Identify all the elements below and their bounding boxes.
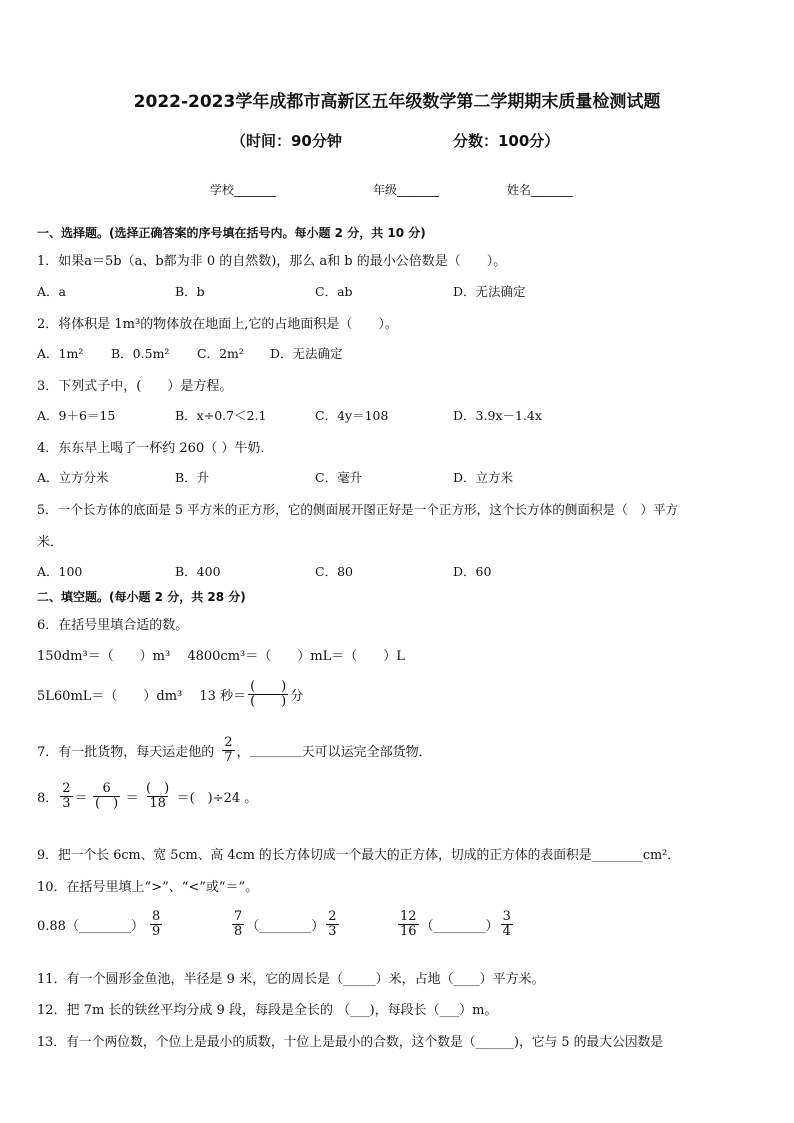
q10-c2-left-denominator: 8: [234, 923, 243, 939]
q7-numerator: 2: [224, 735, 233, 750]
exam-score: 分数：100分）: [453, 132, 560, 150]
q10-c3-left-fraction: [398, 910, 419, 938]
q5-option-d: D．60: [453, 564, 492, 579]
question-5-cont: 米．: [37, 535, 64, 550]
section-2-title: 二、填空题。(每小题 2 分，共 28 分): [37, 590, 246, 604]
q8-f1-numerator: 2: [62, 781, 71, 796]
q10-compare-3: [396, 910, 515, 938]
q6-fraction: [248, 680, 288, 708]
q3-option-b: B．x÷0.7＜2.1: [175, 408, 267, 423]
q1-option-a: A．a: [37, 284, 66, 299]
q8-f2-denominator: ( ): [95, 795, 119, 811]
q8-f1-denominator: 3: [62, 795, 71, 811]
q10-compare-1: [37, 910, 164, 938]
q10-c3-blank: （________）: [420, 918, 499, 934]
q8-number: 8．: [37, 790, 59, 806]
q8-fraction-2: [90, 782, 124, 810]
question-7: [37, 736, 432, 764]
q10-c1-numerator: 8: [151, 909, 161, 924]
q8-f3-denominator: 18: [149, 795, 166, 811]
q4-option-d: D．立方米: [453, 470, 514, 485]
q10-c2-left-numerator: 7: [234, 909, 243, 924]
question-1: 1．如果a＝5b（a、b都为非 0 的自然数)，那么 a和 b 的最小公倍数是（ ）。: [37, 254, 507, 269]
q8-fraction-1: [60, 782, 72, 810]
q3-option-a: A．9＋6＝15: [37, 408, 116, 423]
q7-text-pre: 7．有一批货物，每天运走他的: [37, 744, 215, 760]
q6-line-2: [37, 680, 303, 708]
q10-c2-left-fraction: [232, 910, 244, 938]
q1-option-d: D．无法确定: [453, 284, 526, 299]
question-8: [37, 782, 257, 810]
q8-text-post: ＝( )÷24 。: [176, 790, 258, 806]
question-5: 5．一个长方体的底面是 5 平方米的正方形，它的侧面展开图正好是一个正方形，这个长方体的侧面积是（ ）平方: [37, 502, 679, 517]
page-title: 2022-2023学年成都市高新区五年级数学第二学期期末质量检测试题: [133, 92, 661, 112]
q2-option-d: D．无法确定: [270, 346, 343, 361]
q10-c1-fraction: [150, 910, 162, 938]
q2-option-a: A．1m²: [37, 346, 84, 361]
exam-time: （时间：90分钟: [231, 132, 342, 150]
school-field: 学校_______: [210, 183, 277, 197]
q10-c2-blank: （________）: [246, 918, 325, 934]
q6-line-1: 150dm³＝（ ）m³ 4800cm³＝（ ）mL＝（ ）L: [37, 649, 405, 664]
q7-text-post: 天可以运完全部货物．: [301, 744, 432, 760]
q4-option-c: C．毫升: [315, 470, 363, 485]
q1-option-c: C．ab: [315, 284, 353, 299]
q7-denominator: 7: [224, 749, 233, 765]
q10-c1-left: 0.88（________）: [37, 918, 144, 934]
question-3: 3．下列式子中，( ）是方程。: [37, 379, 233, 394]
q8-equals-2: ＝: [125, 790, 139, 806]
question-9: 9．把一个长 6cm、宽 5cm、高 4cm 的长方体切成一个最大的正方体，切成的正方体的表面积是________cm²．: [37, 848, 681, 863]
q10-c3-left-denominator: 16: [400, 923, 417, 939]
q6-fraction-denominator: ( ): [250, 693, 287, 709]
q10-c3-right-numerator: 3: [502, 909, 511, 924]
q5-option-b: B．400: [175, 564, 221, 579]
q10-c2-right-fraction: [326, 910, 338, 938]
q10-c2-right-numerator: 2: [328, 909, 337, 924]
q3-option-d: D．3.9x－1.4x: [453, 408, 542, 423]
q7-comma: ，: [236, 744, 250, 760]
q8-fraction-3: [141, 782, 175, 810]
q10-compare-2: [230, 910, 341, 938]
q5-option-a: A．100: [37, 564, 83, 579]
q7-fraction: [222, 736, 234, 764]
q6-unit: 分: [290, 688, 304, 704]
question-13: 13．有一个两位数，个位上是最小的质数，十位上是最小的合数，这个数是（______)，它与 5 的最大公因数是: [37, 1035, 664, 1050]
q2-option-c: C．2m²: [197, 346, 244, 361]
question-2: 2．将体积是 1m³的物体放在地面上,它的占地面积是（ ）。: [37, 317, 398, 332]
question-4: 4．东东早上喝了一杯约 260（ ）牛奶．: [37, 441, 274, 456]
q1-option-b: B．b: [175, 284, 205, 299]
grade-field: 年级_______: [373, 183, 440, 197]
q8-f2-numerator: 6: [102, 781, 111, 796]
q10-c2-right-denominator: 3: [328, 923, 337, 939]
q10-c3-right-fraction: [501, 910, 513, 938]
q10-c1-denominator: 9: [151, 923, 161, 939]
q10-c3-right-denominator: 4: [502, 923, 511, 939]
q10-c3-left-numerator: 12: [400, 909, 417, 924]
q3-option-c: C．4y＝108: [315, 408, 389, 423]
q6-fraction-numerator: ( ): [250, 679, 287, 694]
question-12: 12．把 7m 长的铁丝平均分成 9 段，每段是全长的 （___)，每段长（___）m。: [37, 1003, 498, 1018]
q5-option-c: C．80: [315, 564, 353, 579]
question-10: 10．在括号里填上“>”、“<”或“＝”。: [37, 880, 259, 895]
q7-blank: ________: [249, 742, 302, 758]
question-11: 11．有一个圆形金鱼池，半径是 9 米，它的周长是（_____）米，占地（____）平方米。: [37, 972, 545, 987]
section-1-title: 一、选择题。(选择正确答案的序号填在括号内。每小题 2 分，共 10 分): [37, 226, 426, 240]
q4-option-b: B．升: [175, 470, 210, 485]
name-field: 姓名_______: [507, 183, 574, 197]
q8-f3-numerator: ( ): [146, 781, 170, 796]
q8-equals-1: ＝: [74, 790, 88, 806]
q4-option-a: A．立方分米: [37, 470, 109, 485]
q6-line-2-text: 5L60mL＝（ ）dm³ 13 秒＝: [37, 688, 247, 704]
q2-option-b: B．0.5m²: [111, 346, 170, 361]
question-6: 6．在括号里填合适的数。: [37, 618, 189, 633]
